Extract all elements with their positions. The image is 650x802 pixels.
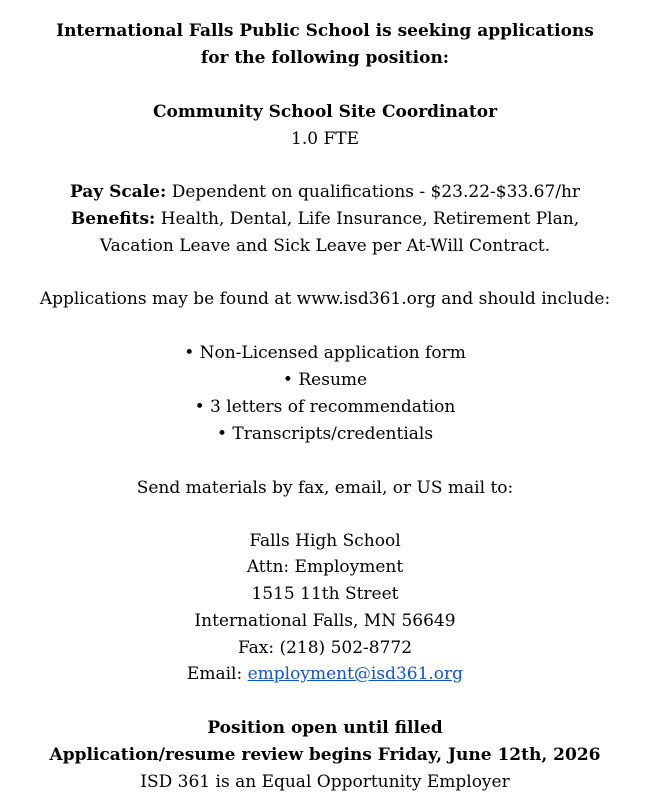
pay-scale — [0, 181, 650, 203]
email-label: Email: — [186, 664, 243, 684]
address-fax: Fax: (218) 502-8772 — [237, 638, 413, 658]
email-link[interactable]: employment@isd361.org — [247, 664, 464, 684]
send-intro: Send materials by fax, email, or US mail to: — [136, 478, 514, 498]
list-item: • Resume — [282, 370, 368, 390]
address-attn: Attn: Employment — [246, 557, 404, 577]
benefits-value-line-1: Health, Dental, Life Insurance, Retirement Plan, — [160, 209, 580, 229]
applications-intro: Applications may be found at www.isd361.org and should include: — [39, 289, 611, 309]
position-title: Community School Site Coordinator — [152, 102, 498, 122]
header-line-2: for the following position: — [200, 48, 450, 68]
address-email — [0, 663, 650, 685]
benefits — [0, 208, 650, 230]
position-open: Position open until filled — [207, 718, 443, 738]
header-line-1: International Falls Public School is seeking applications — [56, 21, 594, 41]
list-item: • 3 letters of recommendation — [194, 397, 456, 417]
address-name: Falls High School — [249, 531, 401, 551]
benefits-value-line-2: Vacation Leave and Sick Leave per At-Will Contract. — [99, 236, 551, 256]
list-item: • Non-Licensed application form — [184, 343, 466, 363]
benefits-label: Benefits: — [70, 209, 156, 229]
review-date: Application/resume review begins Friday, June 12th, 2026 — [49, 745, 601, 765]
address-city: International Falls, MN 56649 — [194, 611, 456, 631]
pay-scale-label: Pay Scale: — [69, 182, 167, 202]
position-fte: 1.0 FTE — [291, 129, 359, 149]
list-item: • Transcripts/credentials — [216, 424, 434, 444]
equal-opportunity: ISD 361 is an Equal Opportunity Employer — [140, 772, 510, 792]
pay-scale-value: Dependent on qualifications - $23.22-$33.67/hr — [171, 182, 581, 202]
address-street: 1515 11th Street — [251, 584, 399, 604]
